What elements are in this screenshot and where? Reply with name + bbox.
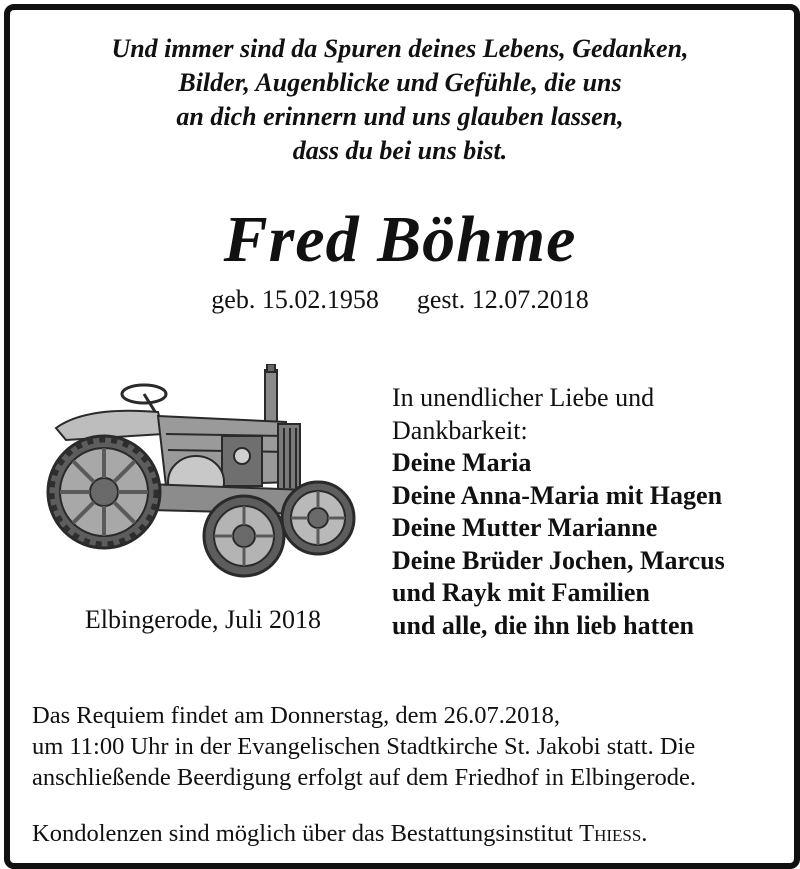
condolences-text: Kondolenzen sind möglich über das Bestattungsinstitut: [32, 820, 580, 847]
mourner-name: und Rayk mit Familien: [392, 578, 650, 607]
quote-line: Bilder, Augenblicke und Gefühle, die uns: [178, 68, 622, 97]
quote-line: dass du bei uns bist.: [292, 136, 508, 165]
funeral-home-name: Thieß.: [579, 820, 648, 847]
quote-line: Und immer sind da Spuren deines Lebens, Gedanken,: [111, 34, 689, 63]
birth-date: geb. 15.02.1958: [211, 285, 379, 314]
condolences-note: [32, 818, 782, 849]
tractor-icon: [46, 364, 360, 592]
mourner-name: Deine Anna-Maria mit Hagen: [392, 480, 723, 510]
mourners-intro-line: Dankbarkeit:: [392, 415, 528, 445]
mourner-name: Deine Brüder Jochen, Marcus: [392, 545, 725, 575]
memorial-quote: [40, 32, 760, 168]
requiem-line: um 11:00 Uhr in der Evangelischen Stadtkirche St. Jakobi statt. Die: [32, 733, 696, 760]
life-dates: [0, 284, 800, 316]
requiem-line: Das Requiem findet am Donnerstag, dem 26.07.2018,: [32, 702, 561, 729]
deceased-name: Fred Böhme: [223, 203, 577, 276]
mourner-name: Deine Maria: [392, 448, 532, 477]
place-and-date: Elbingerode, Juli 2018: [84, 605, 322, 634]
mourner-name: und alle, die ihn lieb hatten: [392, 610, 694, 640]
requiem-line: anschließende Beerdigung erfolgt auf dem Friedhof in Elbingerode.: [32, 764, 697, 791]
death-date: gest. 12.07.2018: [416, 285, 589, 314]
mourners-block: [392, 382, 792, 642]
quote-line: an dich erinnern und uns glauben lassen,: [176, 102, 624, 131]
requiem-notice: [32, 700, 782, 793]
mourners-intro-line: In unendlicher Liebe und: [392, 383, 655, 412]
mourner-name: Deine Mutter Marianne: [392, 513, 658, 542]
